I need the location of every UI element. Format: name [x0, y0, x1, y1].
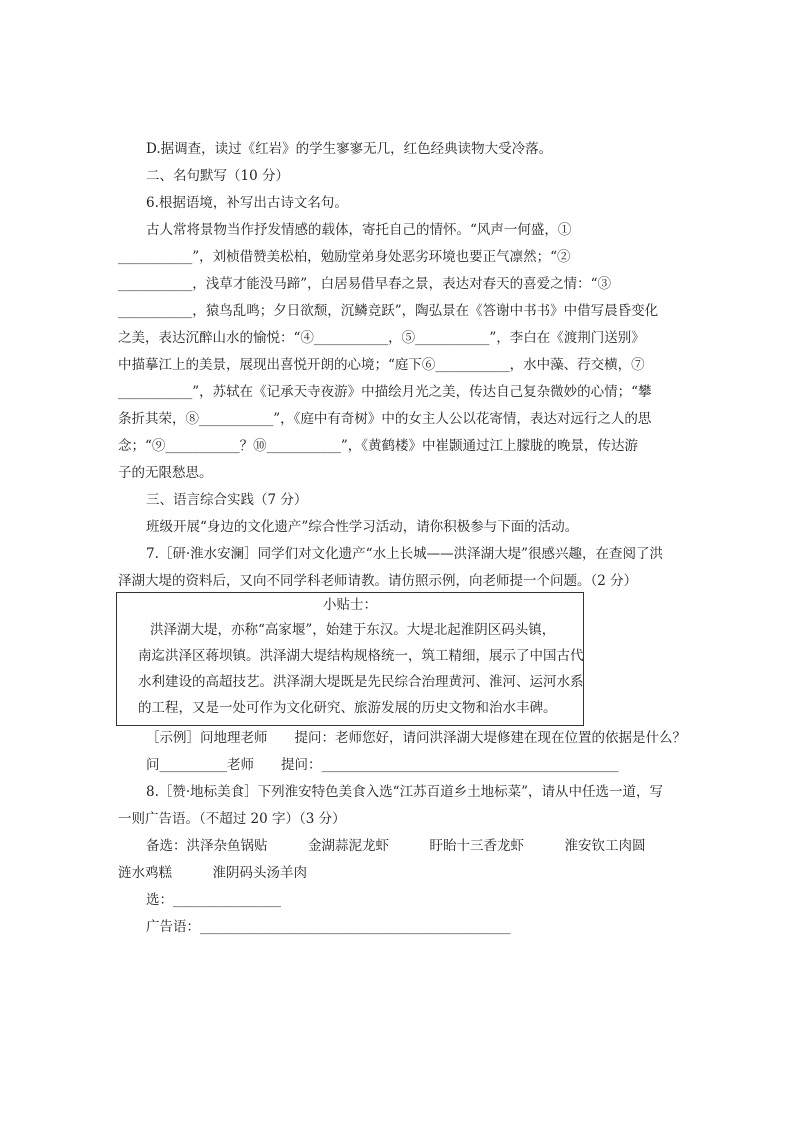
- question-6-text-line: ___________”，刘桢借赞美松柏，勉励堂弟身处恶劣环境也要正气凛然；“②: [118, 249, 571, 265]
- question-8-options: 备选：洪泽杂鱼锅贴 金湖蒜泥龙虾 盱眙十三香龙虾 淮安钦工肉圆: [146, 838, 646, 854]
- question-8-stem: 一则广告语。（不超过 20 字）（3 分）: [118, 811, 346, 827]
- question-6-text-line: ___________，浅草才能没马蹄”，白居易借早春之景，表达对春天的喜爱之情：“③: [118, 276, 612, 292]
- question-6-text-line: 之美，表达沉醉山水的愉悦：“④___________，⑤___________”，李白在《渡荆门送别》: [118, 330, 645, 346]
- question-6-text-line: 古人常将景物当作抒发情感的载体，寄托自己的情怀。“风声一何盛，①: [146, 222, 572, 238]
- question-7-example: ［示例］问地理老师 提问：老师您好，请问洪泽湖大堤修建在现在位置的依据是什么？: [146, 730, 686, 746]
- section-2-title: 二、名句默写（10 分）: [146, 168, 289, 184]
- option-d: D.据调查，读过《红岩》的学生寥寥无几，红色经典读物大受冷落。: [146, 141, 553, 157]
- question-6-text-line: ___________”，苏轼在《记承天寺夜游》中描绘月光之美，传达自己复杂微妙的心情；“攀: [118, 384, 652, 400]
- question-8-stem: 8.［赞·地标美食］下列淮安特色美食入选“江苏百道乡土地标菜”，请从中任选一道，写: [146, 784, 663, 800]
- question-7-stem: 7.［研·淮水安澜］同学们对文化遗产“水上长城——洪泽湖大堤”很感兴趣，在查阅了洪: [146, 546, 663, 562]
- section-3-title: 三、语言综合实践（7 分）: [146, 492, 308, 508]
- tip-text-line: 的工程，又是一处可作为文化研究、旅游发展的历史文物和治水丰碑。: [138, 700, 557, 716]
- tip-text-line: 南迄洪泽区蒋坝镇。洪泽湖大堤结构规格统一，筑工精细，展示了中国古代: [138, 648, 584, 664]
- question-7-answer-field[interactable]: 问__________老师 提问：____________________________________________: [146, 757, 619, 773]
- tip-box: [116, 592, 584, 726]
- question-8-select-field[interactable]: 选：________________: [146, 892, 281, 908]
- section-3-intro: 班级开展“身边的文化遗产”综合性学习活动，请你积极参与下面的活动。: [146, 519, 579, 535]
- question-8-slogan-field[interactable]: 广告语：______________________________________________: [146, 919, 511, 935]
- tip-text-line: 洪泽湖大堤，亦称“高家堰”，始建于东汉。大堤北起淮阴区码头镇，: [150, 622, 556, 638]
- question-7-stem: 泽湖大堤的资料后，又向不同学科老师请教。请仿照示例，向老师提一个问题。（2 分）: [118, 573, 638, 589]
- question-6-text-line: 中描摹江上的美景，展现出喜悦开朗的心境；“庭下⑥___________，水中藻、荇交横，⑦: [118, 357, 645, 373]
- question-6-text-line: 念；“⑨___________？⑩___________”，《黄鹤楼》中崔颢通过江上朦胧的晚景，传达游: [118, 438, 639, 454]
- question-6-text-line: 条折其荣，⑧___________”，《庭中有奇树》中的女主人公以花寄情，表达对远行之人的思: [118, 411, 652, 427]
- question-8-options: 涟水鸡糕 淮阴码头汤羊肉: [118, 865, 307, 881]
- question-6-stem: 6.根据语境，补写出古诗文名句。: [146, 195, 348, 211]
- tip-title: 小贴士：: [323, 597, 377, 613]
- tip-text-line: 水利建设的高超技艺。洪泽湖大堤既是先民综合治理黄河、淮河、运河水系: [138, 674, 584, 690]
- question-6-text-line: ___________，猿鸟乱鸣；夕日欲颓，沉鳞竞跃”，陶弘景在《答谢中书书》中借写晨昏变化: [118, 303, 659, 319]
- question-6-text-line: 子的无限愁思。: [118, 465, 213, 481]
